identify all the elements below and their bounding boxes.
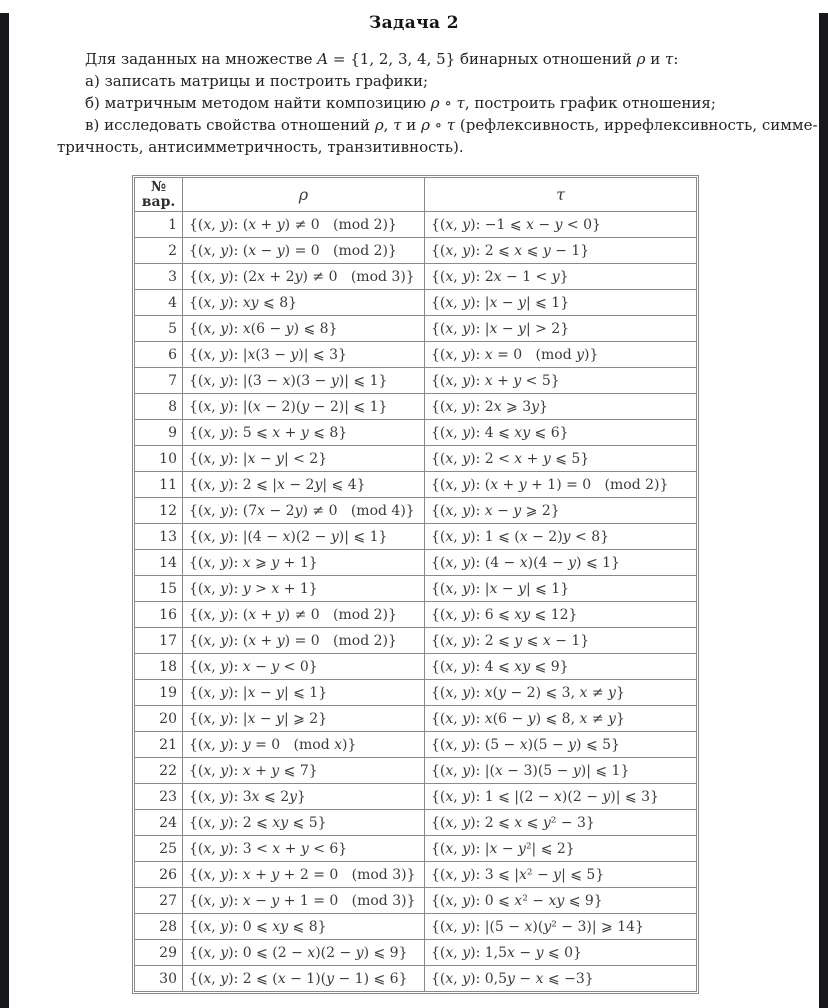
rho-formula: {(x, y): 5 ⩽ x + y ⩽ 8} [183, 420, 425, 446]
rho-formula: {(x, y): xy ⩽ 8} [183, 290, 425, 316]
variant-number: 29 [135, 940, 183, 966]
tau-formula: {(x, y): |(5 − x)(y² − 3)| ⩾ 14} [425, 914, 697, 940]
tau-formula: {(x, y): x(6 − y) ⩽ 8, x ≠ y} [425, 706, 697, 732]
tau-formula: {(x, y): 3 ⩽ |x² − y| ⩽ 5} [425, 862, 697, 888]
table-row [135, 498, 697, 524]
variants-table-outer-border [132, 175, 699, 994]
intro-line: тричность, антисимметричность, транзитивность). [57, 138, 464, 156]
variant-number: 15 [135, 576, 183, 602]
table-row [135, 264, 697, 290]
tau-formula: {(x, y): 2 ⩽ x ⩽ y − 1} [425, 238, 697, 264]
table-row [135, 732, 697, 758]
table-row [135, 446, 697, 472]
tau-formula: {(x, y): 4 ⩽ xy ⩽ 9} [425, 654, 697, 680]
table-row [135, 914, 697, 940]
tau-formula: {(x, y): |x − y²| ⩽ 2} [425, 836, 697, 862]
tau-formula: {(x, y): 0 ⩽ x² − xy ⩽ 9} [425, 888, 697, 914]
variant-number: 25 [135, 836, 183, 862]
rho-formula: {(x, y): y > x + 1} [183, 576, 425, 602]
tau-formula: {(x, y): 2x − 1 < y} [425, 264, 697, 290]
table-row [135, 706, 697, 732]
tau-formula: {(x, y): (5 − x)(5 − y) ⩽ 5} [425, 732, 697, 758]
table-row [135, 888, 697, 914]
table-row [135, 784, 697, 810]
variant-number: 1 [135, 212, 183, 238]
rho-formula: {(x, y): y = 0 (mod x)} [183, 732, 425, 758]
rho-formula: {(x, y): 0 ⩽ xy ⩽ 8} [183, 914, 425, 940]
variant-number: 30 [135, 966, 183, 992]
table-row [135, 680, 697, 706]
tau-formula: {(x, y): (4 − x)(4 − y) ⩽ 1} [425, 550, 697, 576]
table-row [135, 758, 697, 784]
col-header-rho: ρ [183, 178, 425, 212]
variant-number: 18 [135, 654, 183, 680]
intro-line: б) матричным методом найти композицию ρ ∘ τ, построить график отношения; [85, 94, 716, 112]
table-row [135, 472, 697, 498]
table-row [135, 238, 697, 264]
variant-number: 22 [135, 758, 183, 784]
variant-number: 4 [135, 290, 183, 316]
table-row [135, 550, 697, 576]
tau-formula: {(x, y): |x − y| ⩽ 1} [425, 576, 697, 602]
variant-number: 27 [135, 888, 183, 914]
rho-formula: {(x, y): (x + y) ≠ 0 (mod 2)} [183, 212, 425, 238]
rho-formula: {(x, y): x − y < 0} [183, 654, 425, 680]
tau-formula: {(x, y): 2 < x + y ⩽ 5} [425, 446, 697, 472]
tau-formula: {(x, y): 2 ⩽ y ⩽ x − 1} [425, 628, 697, 654]
tau-formula: {(x, y): x − y ⩾ 2} [425, 498, 697, 524]
right-page-edge [819, 13, 828, 1008]
rho-formula: {(x, y): x(6 − y) ⩽ 8} [183, 316, 425, 342]
col-header-tau: τ [425, 178, 697, 212]
tau-formula: {(x, y): x = 0 (mod y)} [425, 342, 697, 368]
rho-formula: {(x, y): |x − y| ⩽ 1} [183, 680, 425, 706]
variant-number: 3 [135, 264, 183, 290]
tau-formula: {(x, y): |(x − 3)(5 − y)| ⩽ 1} [425, 758, 697, 784]
variant-number: 7 [135, 368, 183, 394]
variant-number: 19 [135, 680, 183, 706]
intro-line: а) записать матрицы и построить графики; [85, 72, 429, 90]
tau-formula: {(x, y): 1,5x − y ⩽ 0} [425, 940, 697, 966]
variant-number: 24 [135, 810, 183, 836]
rho-formula: {(x, y): |(x − 2)(y − 2)| ⩽ 1} [183, 394, 425, 420]
rho-formula: {(x, y): 3 < x + y < 6} [183, 836, 425, 862]
tau-formula: {(x, y): (x + y + 1) = 0 (mod 2)} [425, 472, 697, 498]
col-header-variant-number [135, 178, 183, 212]
rho-formula: {(x, y): 3x ⩽ 2y} [183, 784, 425, 810]
rho-formula: {(x, y): |(4 − x)(2 − y)| ⩽ 1} [183, 524, 425, 550]
rho-formula: {(x, y): 0 ⩽ (2 − x)(2 − y) ⩽ 9} [183, 940, 425, 966]
intro-line: в) исследовать свойства отношений ρ, τ и ρ ∘ τ (рефлексивность, иррефлексивность, симме- [85, 116, 818, 134]
table-row [135, 628, 697, 654]
table-row [135, 420, 697, 446]
table-row [135, 602, 697, 628]
rho-formula: {(x, y): (x − y) = 0 (mod 2)} [183, 238, 425, 264]
rho-formula: {(x, y): x + y + 2 = 0 (mod 3)} [183, 862, 425, 888]
tau-formula: {(x, y): 2 ⩽ x ⩽ y² − 3} [425, 810, 697, 836]
table-row [135, 316, 697, 342]
variant-number: 9 [135, 420, 183, 446]
rho-formula: {(x, y): |(3 − x)(3 − y)| ⩽ 1} [183, 368, 425, 394]
table-row [135, 810, 697, 836]
variant-number: 6 [135, 342, 183, 368]
variant-number: 8 [135, 394, 183, 420]
tau-formula: {(x, y): 4 ⩽ xy ⩽ 6} [425, 420, 697, 446]
rho-formula: {(x, y): (7x − 2y) ≠ 0 (mod 4)} [183, 498, 425, 524]
variant-number: 17 [135, 628, 183, 654]
rho-formula: {(x, y): (x + y) ≠ 0 (mod 2)} [183, 602, 425, 628]
table-row [135, 342, 697, 368]
rho-formula: {(x, y): x + y ⩽ 7} [183, 758, 425, 784]
variant-number: 13 [135, 524, 183, 550]
table-row [135, 862, 697, 888]
table-row [135, 654, 697, 680]
table-row [135, 290, 697, 316]
rho-formula: {(x, y): 2 ⩽ |x − 2y| ⩽ 4} [183, 472, 425, 498]
col-header-variant-line2: вар. [141, 193, 176, 210]
variant-number: 14 [135, 550, 183, 576]
variant-number: 5 [135, 316, 183, 342]
table-row [135, 966, 697, 992]
rho-formula: {(x, y): |x(3 − y)| ⩽ 3} [183, 342, 425, 368]
table-row [135, 576, 697, 602]
table-row [135, 368, 697, 394]
table-row [135, 212, 697, 238]
col-header-variant-line1: № [150, 178, 167, 195]
variant-number: 20 [135, 706, 183, 732]
tau-formula: {(x, y): 2x ⩾ 3y} [425, 394, 697, 420]
variant-number: 16 [135, 602, 183, 628]
variants-table [134, 177, 697, 992]
variant-number: 21 [135, 732, 183, 758]
variant-number: 26 [135, 862, 183, 888]
rho-formula: {(x, y): x − y + 1 = 0 (mod 3)} [183, 888, 425, 914]
variant-number: 28 [135, 914, 183, 940]
left-page-edge [0, 13, 9, 1008]
variant-number: 12 [135, 498, 183, 524]
tau-formula: {(x, y): 6 ⩽ xy ⩽ 12} [425, 602, 697, 628]
tau-formula: {(x, y): −1 ⩽ x − y < 0} [425, 212, 697, 238]
tau-formula: {(x, y): |x − y| > 2} [425, 316, 697, 342]
table-row [135, 836, 697, 862]
rho-formula: {(x, y): 2 ⩽ (x − 1)(y − 1) ⩽ 6} [183, 966, 425, 992]
tau-formula: {(x, y): 1 ⩽ |(2 − x)(2 − y)| ⩽ 3} [425, 784, 697, 810]
intro-line: Для заданных на множестве A = {1, 2, 3, 4, 5} бинарных отношений ρ и τ: [85, 50, 679, 68]
rho-formula: {(x, y): (x + y) = 0 (mod 2)} [183, 628, 425, 654]
tau-formula: {(x, y): |x − y| ⩽ 1} [425, 290, 697, 316]
rho-formula: {(x, y): 2 ⩽ xy ⩽ 5} [183, 810, 425, 836]
rho-formula: {(x, y): (2x + 2y) ≠ 0 (mod 3)} [183, 264, 425, 290]
tau-formula: {(x, y): x(y − 2) ⩽ 3, x ≠ y} [425, 680, 697, 706]
tau-formula: {(x, y): 1 ⩽ (x − 2)y < 8} [425, 524, 697, 550]
rho-formula: {(x, y): x ⩾ y + 1} [183, 550, 425, 576]
rho-formula: {(x, y): |x − y| < 2} [183, 446, 425, 472]
variant-number: 23 [135, 784, 183, 810]
variant-number: 11 [135, 472, 183, 498]
variant-number: 2 [135, 238, 183, 264]
intro-paragraph [57, 48, 818, 158]
table-header-row [135, 178, 697, 212]
table-row [135, 940, 697, 966]
page-title: Задача 2 [368, 13, 460, 33]
tau-formula: {(x, y): x + y < 5} [425, 368, 697, 394]
tau-formula: {(x, y): 0,5y − x ⩽ −3} [425, 966, 697, 992]
table-row [135, 524, 697, 550]
rho-formula: {(x, y): |x − y| ⩾ 2} [183, 706, 425, 732]
variants-table-body [135, 212, 697, 992]
table-row [135, 394, 697, 420]
variant-number: 10 [135, 446, 183, 472]
